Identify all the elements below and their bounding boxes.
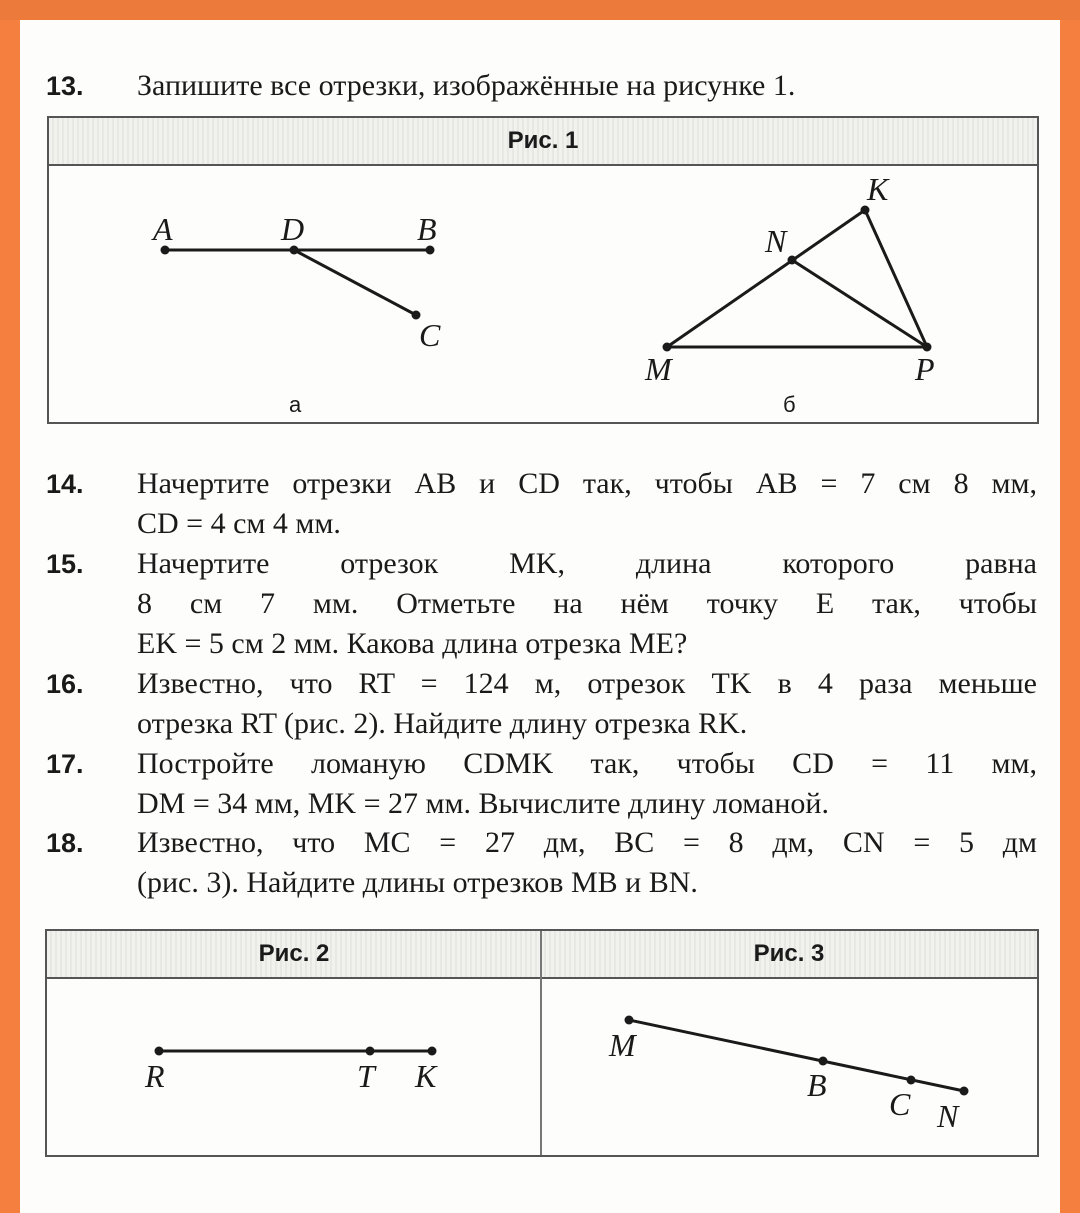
task-number: 13. xyxy=(46,71,84,101)
label-t: T xyxy=(357,1058,375,1094)
label-a: A xyxy=(153,211,173,247)
task-text-line: Известно, что RT = 124 м, отрезок TK в 4 раза меньше xyxy=(137,667,1037,700)
task-text-line: Постройте ломаную CDMK так, чтобы CD = 11 мм, xyxy=(137,747,1037,780)
label-c: C xyxy=(419,317,441,353)
task-number: 18. xyxy=(46,828,84,858)
task-text-line: (рис. 3). Найдите длины отрезков MB и BN. xyxy=(137,866,698,899)
figure-2-title: Рис. 2 xyxy=(47,931,541,979)
label-b: B xyxy=(417,211,437,247)
label-c: C xyxy=(889,1086,911,1122)
label-n: N xyxy=(937,1098,959,1134)
task-number: 17. xyxy=(46,749,84,779)
point-t xyxy=(366,1047,375,1056)
task-number: 14. xyxy=(46,469,84,499)
task-number: 16. xyxy=(46,669,84,699)
label-r: R xyxy=(145,1058,165,1094)
caption-a: а xyxy=(289,392,302,417)
figure-1 xyxy=(47,116,1039,424)
point-m xyxy=(625,1016,634,1025)
label-m: M xyxy=(609,1027,636,1063)
textbook-page xyxy=(20,20,1060,1213)
figures-drawing xyxy=(47,931,1037,1155)
task-text-line: Начертите отрезки AB и CD так, чтобы AB = 7 см 8 мм, xyxy=(137,467,1037,500)
figure-3-title: Рис. 3 xyxy=(541,931,1037,979)
task-text: Запишите все отрезки, изображённые на рисунке 1. xyxy=(137,69,796,102)
task-text-line: Начертите отрезок MK, длина которого равна xyxy=(137,547,1037,580)
point-n xyxy=(788,256,797,265)
figures-2-3 xyxy=(45,929,1039,1157)
label-n: N xyxy=(765,223,787,259)
task-text-line: Известно, что MC = 27 дм, BC = 8 дм, CN = 5 дм xyxy=(137,826,1037,859)
figure-title: Рис. 1 xyxy=(49,118,1037,166)
top-border xyxy=(0,0,1080,20)
task-text-line: отрезка RT (рис. 2). Найдите длину отрезка RK. xyxy=(137,707,748,740)
label-d: D xyxy=(281,211,305,247)
point-r xyxy=(155,1047,164,1056)
task-text-line: 8 см 7 мм. Отметьте на нём точку E так, чтобы xyxy=(137,587,1037,620)
label-p: P xyxy=(915,351,935,387)
label-m: M xyxy=(645,351,672,387)
task-text-line: DM = 34 мм, MK = 27 мм. Вычислите длину ломаной. xyxy=(137,787,829,820)
label-b: B xyxy=(807,1067,827,1103)
task-text-line: CD = 4 см 4 мм. xyxy=(137,507,341,540)
point-b xyxy=(819,1057,828,1066)
point-n xyxy=(960,1087,969,1096)
figure-1-drawing xyxy=(49,118,1037,422)
point-c xyxy=(907,1076,916,1085)
segment-dc xyxy=(294,250,416,315)
task-number: 15. xyxy=(46,549,84,579)
task-text-line: EK = 5 см 2 мм. Какова длина отрезка ME? xyxy=(137,627,688,660)
label-k: K xyxy=(867,171,889,207)
point-k xyxy=(428,1047,437,1056)
label-k: K xyxy=(415,1058,437,1094)
caption-b: б xyxy=(783,392,796,417)
